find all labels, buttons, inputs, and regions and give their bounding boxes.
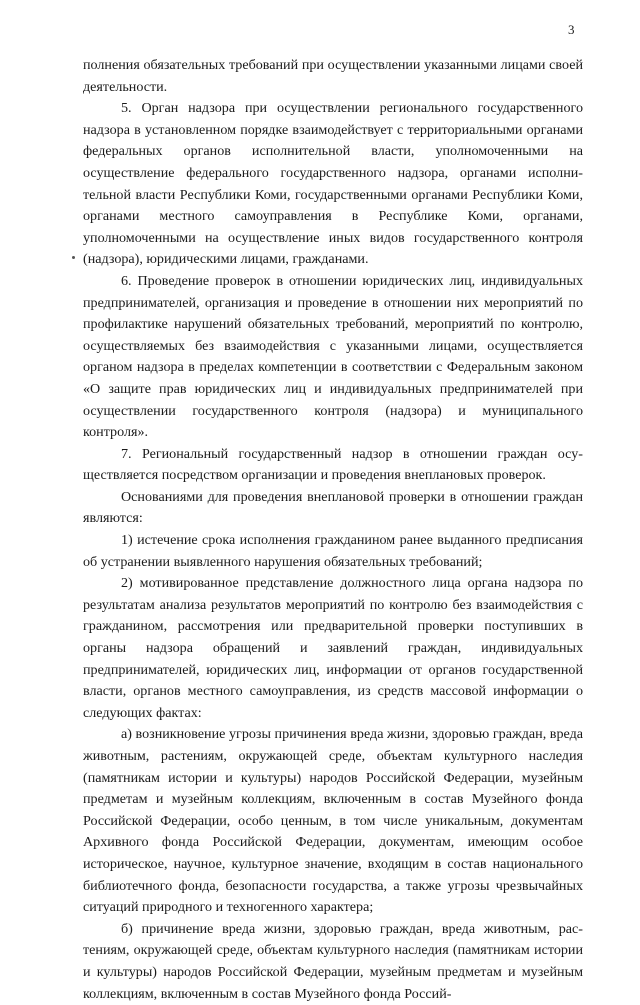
- paragraph-item-6: 6. Проведение проверок в отношении юридических лиц, индивидуальных предпринимателей, организация и проведение в отношении них мероприятий по профилактике нарушений обязательных требований, мероприятий по контролю, осуществляемых без взаимодействия с указанными лицами, осуществляется органом надзора в пределах компетенции в соответствии с Федеральным законом «О защите прав юридических лиц и индивидуальных предпринимателей при осуществлении государственного контроля (надзора) и муниципального контроля».: [83, 272, 583, 441]
- paragraph-continuation: полнения обязательных требований при осуществлении указанными лицами своей деятельности.: [83, 57, 583, 95]
- paragraph-item-7: 7. Региональный государственный надзор в отношении граждан осуществляется посредством организации и проведения внеплановых проверок.: [83, 445, 583, 484]
- paragraph-grounds-intro: Основаниями для проведения внеплановой проверки в отношении граждан являются:: [83, 488, 583, 527]
- scan-speck: [72, 256, 75, 259]
- paragraph-subitem-b: б) причинение вреда жизни, здоровью граждан, вреда животным, растениям, окружающей среде, объектам культурного наследия (памятникам истории и культуры) народов Российской Федерации, музейным предметам и музейным коллекциям, включенным в состав Музейного фонда Россий-: [83, 920, 583, 1002]
- paragraph-item-5: 5. Орган надзора при осуществлении регионального государственного надзора в установленном порядке взаимодействует с территориальными органами федеральных органов исполнительной власти, уполномоченными на осуществление федерального государственного надзора, органами исполнительной власти Республики Коми, государственными органами Республики Коми, органами местного самоуправления в Республике Коми, органами, уполномоченными на осуществление иных видов государственного контроля (надзора), юридическими лицами, гражданами.: [83, 100, 583, 268]
- paragraph-subitem-a: а) возникновение угрозы причинения вреда жизни, здоровью граждан, вреда животным, растениям, окружающей среде, объектам культурного наследия (памятникам истории и культуры) народов Российской Федерации, музейным предметам и музейным коллекциям, включенным в состав Музейного фонда Российской Федерации, особо ценным, в том числе уникальным, документам Архивного фонда Российской Федерации, документам, имеющим особое историческое, научное, культурное значение, входящим в состав национального библиотечного фонда, безопасности государства, а также угрозы чрезвычайных ситуаций природного и техногенного характера;: [83, 726, 583, 916]
- page-number: 3: [568, 22, 575, 37]
- paragraph-ground-1: 1) истечение срока исполнения гражданином ранее выданного предписания об устранении выявленного нарушения обязательных требований;: [83, 532, 583, 570]
- document-body: [83, 55, 583, 1005]
- paragraph-ground-2: 2) мотивированное представление должностного лица органа надзора по результатам анализа результатов мероприятий по контролю без взаимодействия с гражданином, рассмотрения или предварительной проверки поступивших в органы надзора обращений и заявлений граждан, индивидуальных предпринимателей, юридических лиц, информации от органов государственной власти, органов местного самоуправления, из средств массовой информации о следующих фактах:: [83, 575, 583, 721]
